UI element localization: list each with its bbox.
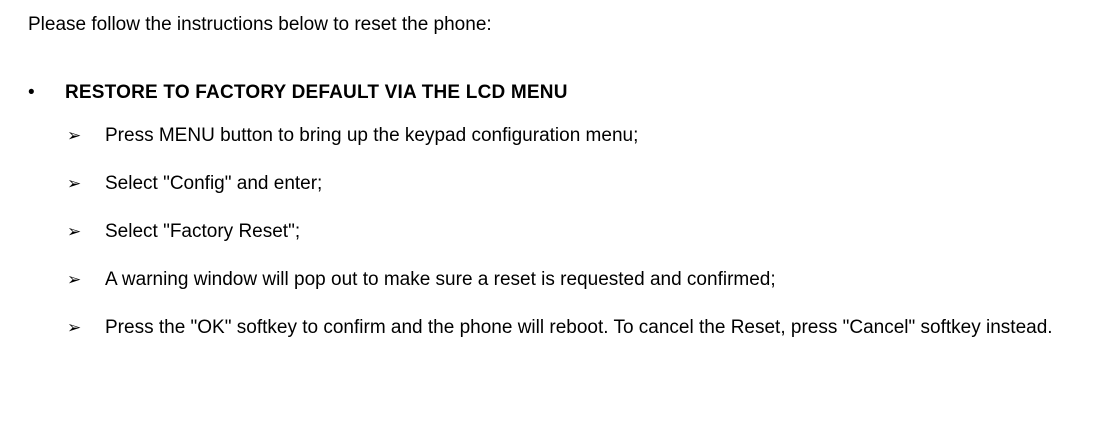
arrow-bullet-icon: ➢ <box>67 174 82 193</box>
step-item <box>28 262 1067 297</box>
step-item <box>28 310 1067 345</box>
step-text: A warning window will pop out to make sure a reset is requested and confirmed; <box>105 269 776 290</box>
arrow-bullet-icon: ➢ <box>67 126 82 145</box>
intro-text: Please follow the instructions below to reset the phone: <box>28 14 492 35</box>
step-item <box>28 118 1067 153</box>
step-item <box>28 166 1067 201</box>
bullet-icon: • <box>28 82 35 103</box>
arrow-bullet-icon: ➢ <box>67 222 82 241</box>
step-text: Press the "OK" softkey to confirm and the phone will reboot. To cancel the Reset, press "Cancel" softkey instead. <box>105 317 1053 338</box>
section-heading-item <box>28 75 1067 110</box>
section-heading: RESTORE TO FACTORY DEFAULT VIA THE LCD MENU <box>65 82 568 103</box>
step-text: Select "Config" and enter; <box>105 173 323 194</box>
step-text: Select "Factory Reset"; <box>105 221 301 242</box>
step-item <box>28 214 1067 249</box>
steps-list <box>28 118 1067 345</box>
step-text: Press MENU button to bring up the keypad configuration menu; <box>105 125 639 146</box>
arrow-bullet-icon: ➢ <box>67 318 82 337</box>
arrow-bullet-icon: ➢ <box>67 270 82 289</box>
